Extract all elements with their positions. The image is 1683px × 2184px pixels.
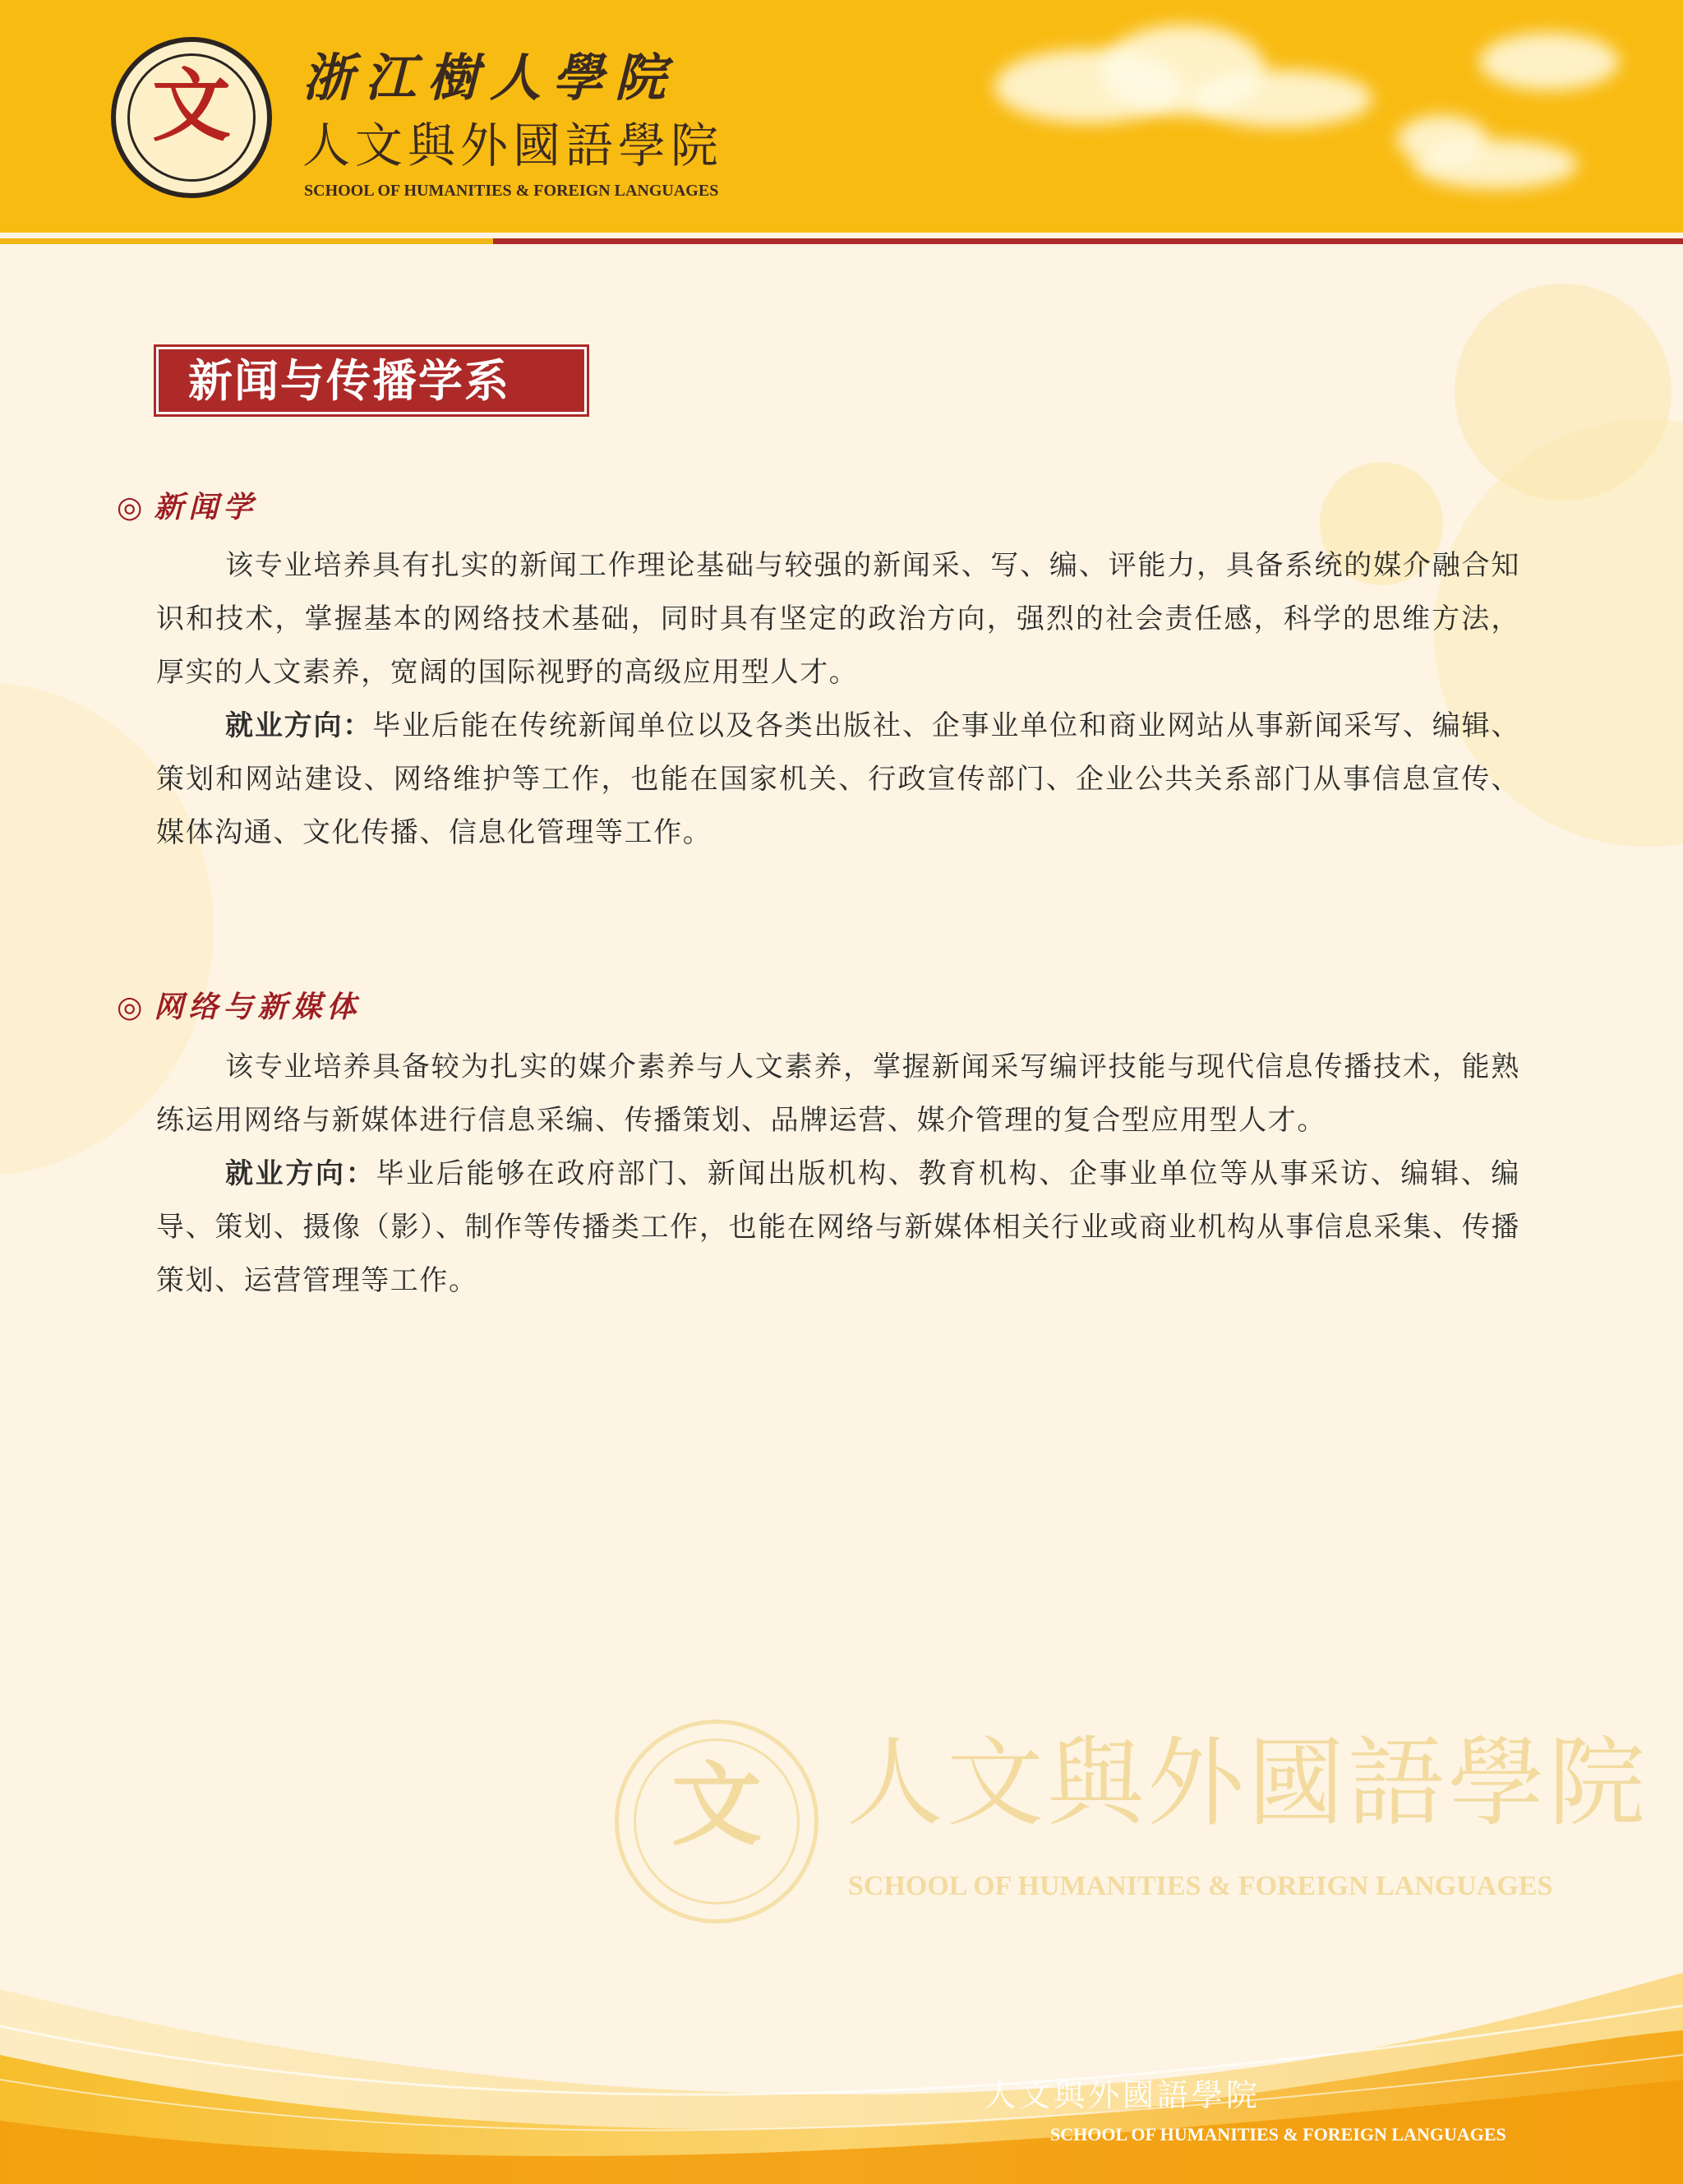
footer-school-name-english: SCHOOL OF HUMANITIES & FOREIGN LANGUAGES [1050,2124,1506,2145]
cloud-decoration [1192,70,1372,127]
career-label: 就业方向： [225,1157,376,1190]
cloud-decoration [1479,33,1619,90]
section-title: 新闻学 [154,491,258,524]
seal-emblem-icon: 文 [152,59,231,152]
section-body-new-media [156,1041,1520,1308]
university-name: 浙江樹人學院 [302,48,678,108]
career-label: 就业方向： [225,709,373,742]
watermark-seal [615,1720,818,1923]
school-name: 人文與外國語學院 [302,118,724,173]
career-paragraph [156,1147,1520,1308]
department-title: 新闻与传播学系 [156,347,587,414]
career-text: 毕业后能在传统新闻单位以及各类出版社、企事业单位和商业网站从事新闻采写、编辑、策划和网站建设、网络维护等工作，也能在国家机关、行政宣传部门、企业公共关系部门从事信息宣传、媒体沟通、文化传播、信息化管理等工作。 [156,709,1520,849]
watermark-school-name: 人文與外國語學院 [846,1726,1649,1840]
bullet-icon: ◎ [117,990,143,1024]
section-title: 网络与新媒体 [154,990,362,1024]
section-heading-new-media [117,990,362,1024]
section-heading-journalism [117,493,257,523]
header-rule-red [493,238,1683,244]
section-body-journalism [156,539,1520,860]
program-intro: 该专业培养具备较为扎实的媒介素养与人文素养，掌握新闻采写编评技能与现代信息传播技术，能熟练运用网络与新媒体进行信息采编、传播策划、品牌运营、媒介管理的复合型应用型人才。 [156,1050,1520,1137]
cloud-decoration [1397,115,1487,164]
program-intro: 该专业培养具有扎实的新闻工作理论基础与较强的新闻采、写、编、评能力，具备系统的媒介融合知识和技术，掌握基本的网络技术基础，同时具有坚定的政治方向，强烈的社会责任感，科学的思维方法，厚实的人文素养，宽阔的国际视野的高级应用型人才。 [156,549,1520,689]
school-name-english: SCHOOL OF HUMANITIES & FOREIGN LANGUAGES [304,182,719,200]
school-seal-logo [111,37,272,198]
watermark-emblem-icon: 文 [671,1752,762,1858]
bullet-icon: ◎ [117,491,143,524]
watermark-school-name-english: SCHOOL OF HUMANITIES & FOREIGN LANGUAGES [848,1871,1553,1901]
header-banner [0,0,1683,233]
footer-school-name: 人文與外國語學院 [984,2077,1261,2113]
header-rule-yellow [0,238,493,244]
career-text: 毕业后能够在政府部门、新闻出版机构、教育机构、企事业单位等从事采访、编辑、编导、策划、摄像（影）、制作等传播类工作，也能在网络与新媒体相关行业或商业机构从事信息采集、传播策划、运营管理等工作。 [156,1157,1521,1297]
career-paragraph [156,700,1520,860]
footer-wave [0,1956,1683,2184]
